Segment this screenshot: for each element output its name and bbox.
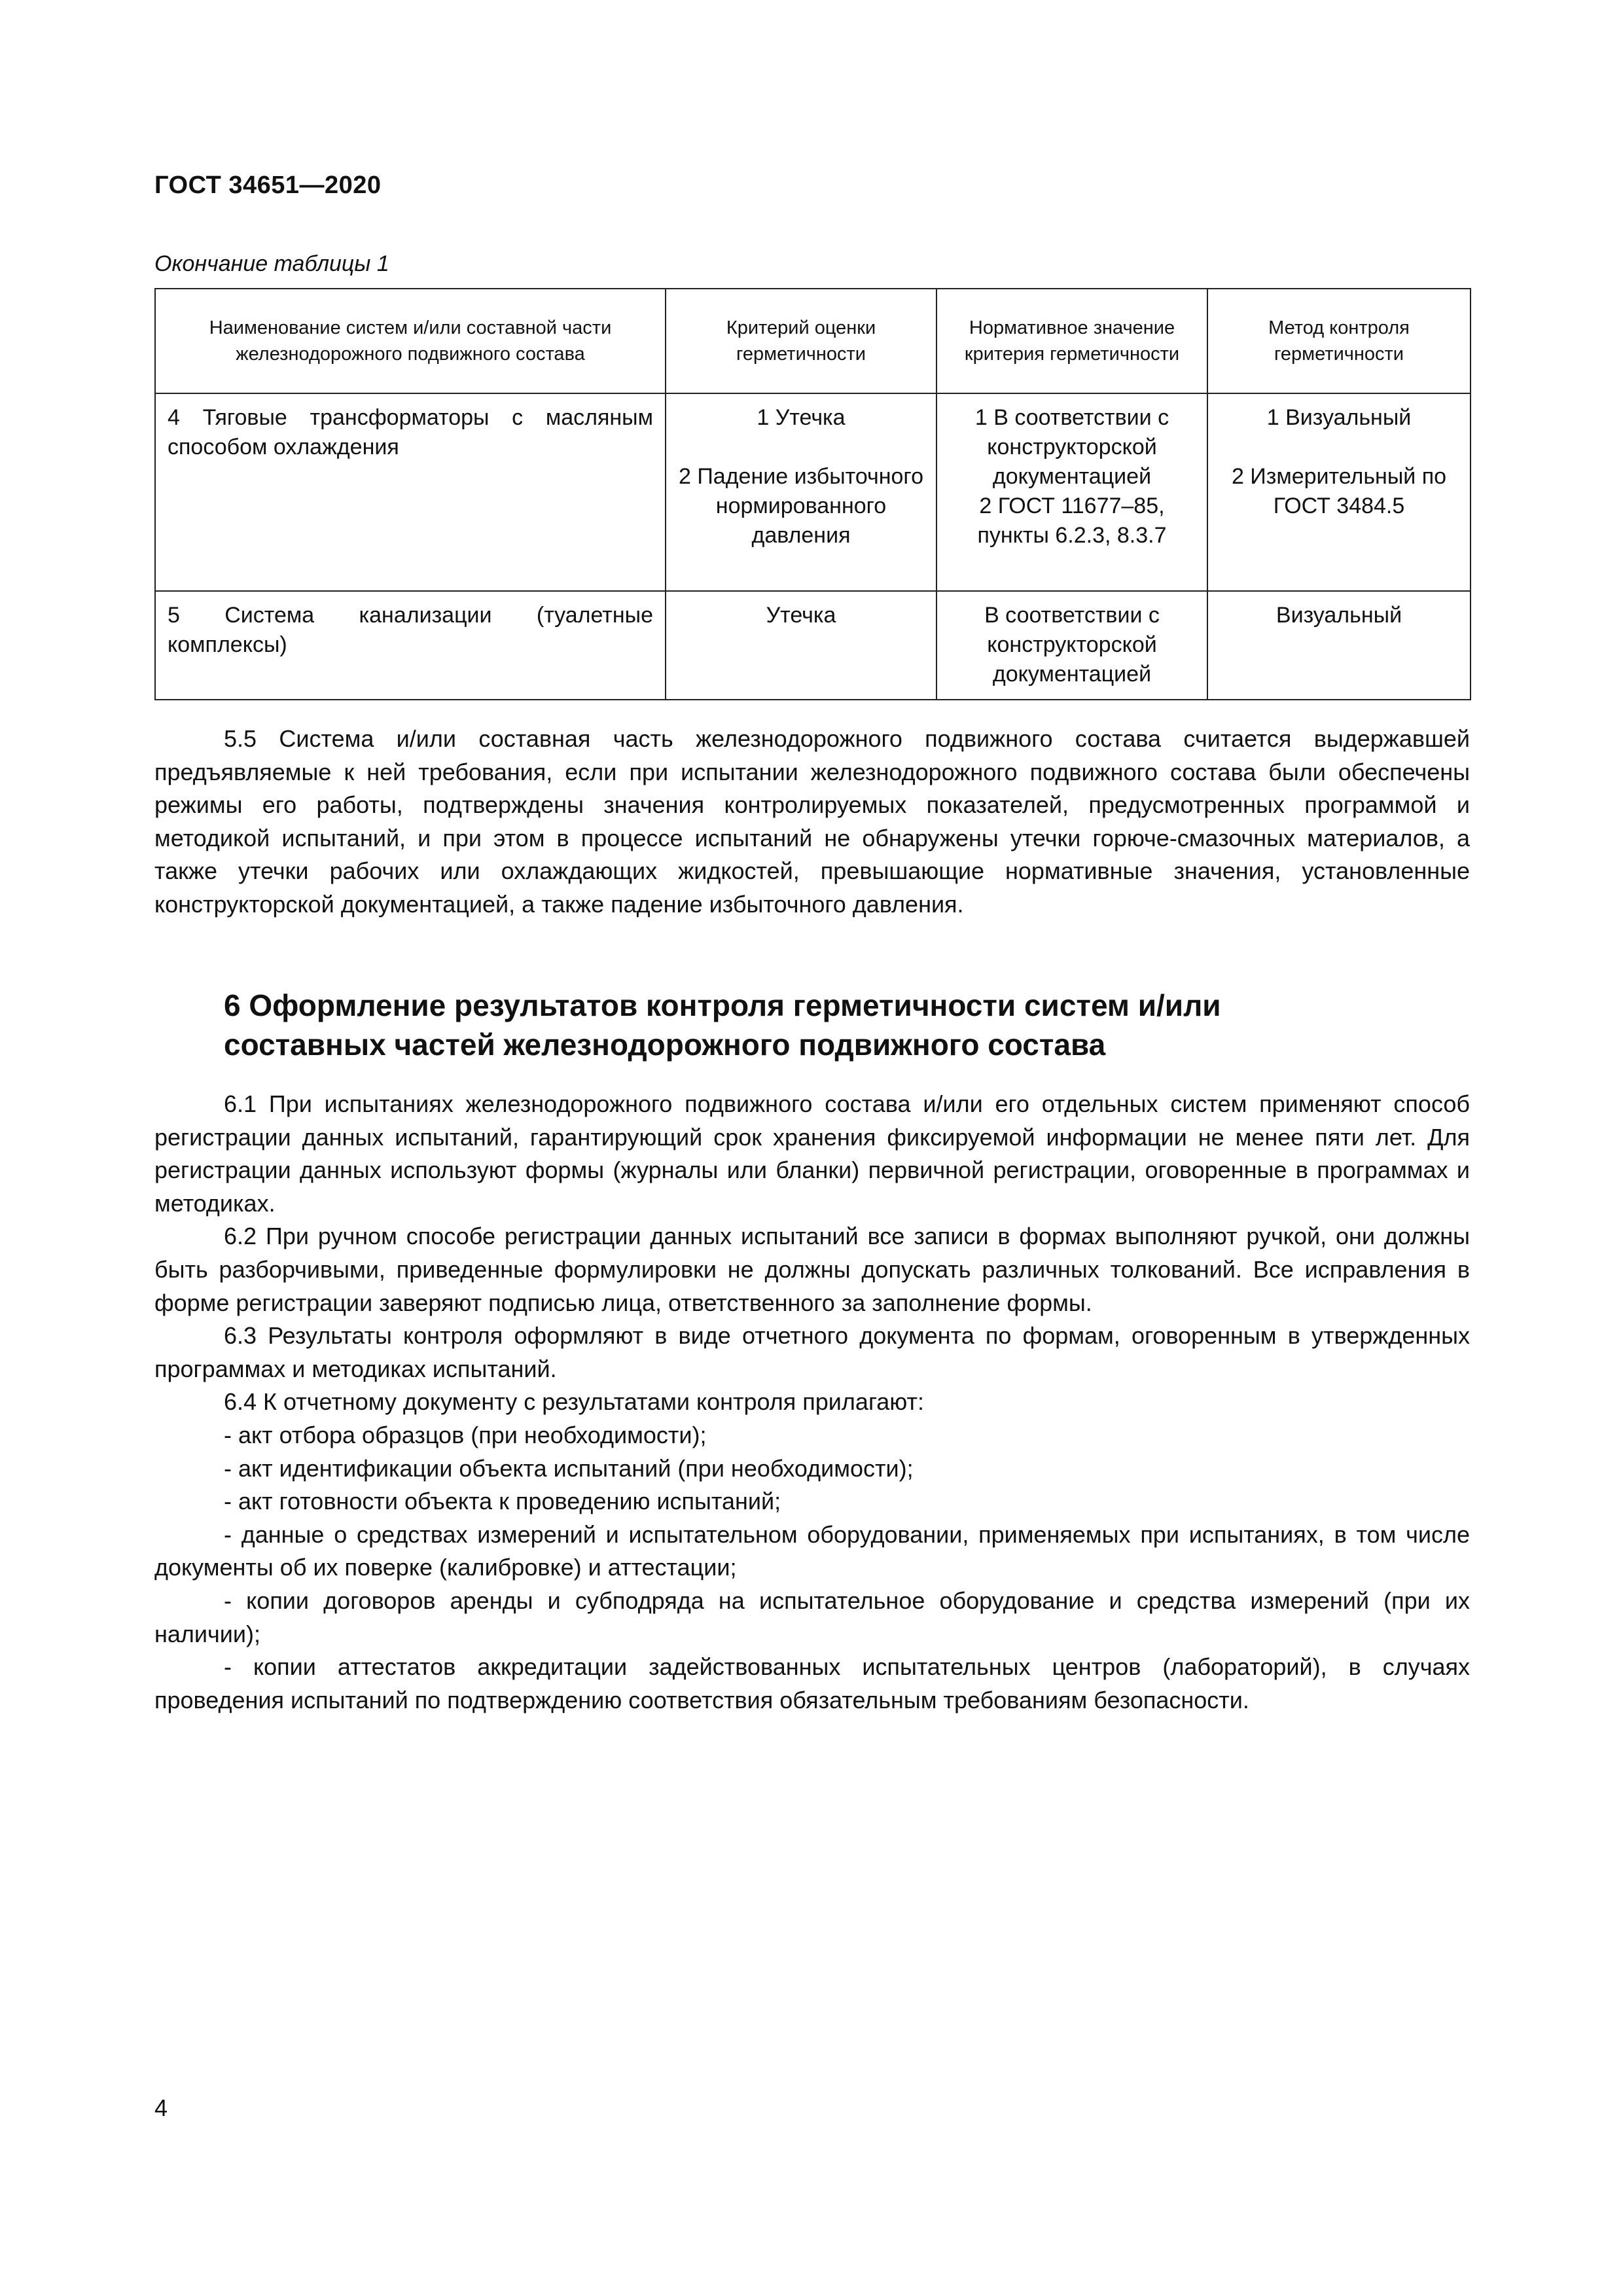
column-header-criteria: Критерий оценки герметичности	[666, 289, 936, 393]
criteria-item: 2 Падение избыточного нормированного давления	[679, 464, 923, 548]
cell-spacer	[678, 433, 924, 462]
document-code: ГОСТ 34651—2020	[154, 171, 382, 199]
norm-item: 2 ГОСТ 11677–85, пункты 6.2.3, 8.3.7	[977, 493, 1167, 548]
section-6-body	[154, 1088, 1470, 1717]
list-item: - акт готовности объекта к проведению испытаний;	[224, 1488, 781, 1515]
column-header-method: Метод контроля герметичности	[1207, 289, 1471, 393]
table-cell-system-name: 4 Тяговые трансформаторы с масляным способом охлаждения	[155, 393, 666, 591]
table-cell-norm	[936, 591, 1207, 700]
paragraph-6-1: 6.1 При испытаниях железнодорожного подвижного состава и/или его отдельных систем применяют способ регистрации данных испытаний, гарантирующий срок хранения фиксируемой информации не менее пяти лет. Для регистрации данных используют формы (журналы или бланки) первичной регистрации, оговоренные в программах и методиках.	[154, 1090, 1470, 1217]
list-item: - копии аттестатов аккредитации задействованных испытательных центров (лабораторий), в случаях проведения испытаний по подтверждению соответствия обязательным требованиям безопасности.	[154, 1653, 1470, 1713]
method-item: 2 Измерительный по ГОСТ 3484.5	[1231, 464, 1447, 518]
criteria-item: 1 Утечка	[757, 405, 846, 430]
paragraph-block-5-5	[154, 723, 1470, 922]
table-cell-criteria	[666, 591, 936, 700]
table-row	[155, 393, 1471, 591]
table-caption: Окончание таблицы 1	[154, 251, 389, 276]
norm-item: 1 В соответствии с конструкторской документацией	[974, 405, 1169, 489]
method-item: Визуальный	[1275, 603, 1402, 628]
table-cell-criteria	[666, 393, 936, 591]
requirements-table	[154, 288, 1471, 700]
paragraph-5-5: 5.5 Система и/или составная часть железнодорожного подвижного состава считается выдержавшей предъявляемые к ней требования, если при испытании железнодорожного подвижного состава были обеспечены режимы его работы, подтверждены значения контролируемых показателей, предусмотренных программой и методикой испытаний, и при этом в процессе испытаний не обнаружены утечки горюче-смазочных материалов, а также утечки рабочих или охлаждающих жидкостей, превышающие нормативные значения, установленные конструкторской документацией, а также падение избыточного давления.	[154, 725, 1470, 918]
paragraph-6-4: 6.4 К отчетному документу с результатами контроля прилагают:	[224, 1388, 924, 1416]
cell-spacer	[1220, 433, 1458, 462]
column-header-system-name: Наименование систем и/или составной части железнодорожного подвижного состава	[155, 289, 666, 393]
table-row	[155, 591, 1471, 700]
list-item: - акт отбора образцов (при необходимости);	[224, 1421, 707, 1448]
section-6-heading-line-2: составных частей железнодорожного подвижного состава	[224, 1028, 1106, 1062]
table-cell-norm	[936, 393, 1207, 591]
list-item: - данные о средствах измерений и испытательном оборудовании, применяемых при испытаниях, в том числе документы об их поверке (калибровке) и аттестации;	[154, 1520, 1470, 1581]
method-item: 1 Визуальный	[1266, 405, 1412, 430]
paragraph-6-2: 6.2 При ручном способе регистрации данных испытаний все записи в формах выполняют ручкой, они должны быть разборчивыми, приведенные формулировки не должны допускать различных толкований. Все исправления в форме регистрации заверяют подписью лица, ответственного за заполнение формы.	[154, 1223, 1470, 1316]
page-number: 4	[154, 2094, 168, 2121]
table-cell-system-name: 5 Система канализации (туалетные комплексы)	[155, 591, 666, 700]
column-header-norm: Нормативное значение критерия герметичности	[936, 289, 1207, 393]
criteria-item: Утечка	[766, 603, 836, 628]
table-cell-method	[1207, 591, 1471, 700]
table-cell-method	[1207, 393, 1471, 591]
table-header-row	[155, 289, 1471, 393]
list-item: - акт идентификации объекта испытаний (при необходимости);	[224, 1454, 914, 1482]
norm-item: В соответствии с конструкторской документацией	[984, 603, 1160, 687]
section-6-heading	[224, 986, 1467, 1064]
section-6-heading-line-1: 6 Оформление результатов контроля герметичности систем и/или	[224, 988, 1221, 1022]
list-item: - копии договоров аренды и субподряда на испытательное оборудование и средства измерений (при их наличии);	[154, 1587, 1470, 1647]
paragraph-6-3: 6.3 Результаты контроля оформляют в виде отчетного документа по формам, оговоренным в утвержденных программах и методиках испытаний.	[154, 1322, 1470, 1382]
